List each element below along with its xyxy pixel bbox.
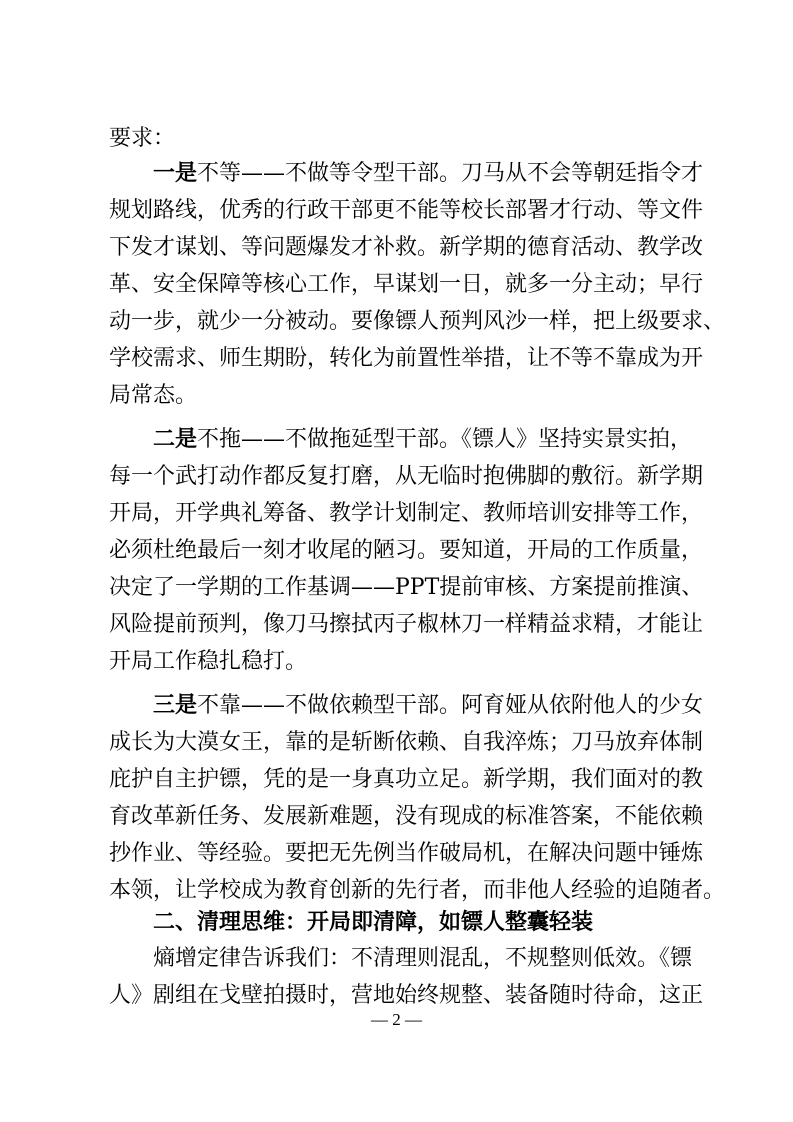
text-line: 规划路线，优秀的行政干部更不能等校长部署才行动、等文件 <box>109 198 704 223</box>
text-line: 决定了一学期的工作基调——PPT提前审核、方案提前推演、 <box>109 575 704 600</box>
text-line: 抄作业、等经验。要把无先例当作破局机，在解决问题中锤炼 <box>109 841 704 866</box>
text-line: 动一步，就少一分被动。要像镖人预判风沙一样，把上级要求、 <box>109 309 726 334</box>
text-line: 要求： <box>109 126 176 151</box>
text-span: 不拖——不做拖延型干部。《镖人》坚持实景实拍， <box>197 427 693 452</box>
text-line: 革、安全保障等核心工作，早谋划一日，就多一分主动；早行 <box>109 272 704 297</box>
text-line: 必须杜绝最后一刻才收尾的陋习。要知道，开局的工作质量， <box>109 538 704 563</box>
text-line: 下发才谋划、等问题爆发才补救。新学期的德育活动、教学改 <box>109 235 704 260</box>
text-line: 每一个武打动作都反复打磨，从无临时抱佛脚的敷衍。新学期 <box>109 464 704 489</box>
text-line: 庇护自主护镖，凭的是一身真功立足。新学期，我们面对的教 <box>109 767 704 792</box>
section-heading: 二、清理思维：开局即清障，如镖人整囊轻装 <box>153 910 594 935</box>
text-line: 育改革新任务、发展新难题，没有现成的标准答案，不能依赖 <box>109 804 704 829</box>
paragraph-lead: 二是 <box>153 427 198 452</box>
page-number: — 2 — <box>371 1010 422 1029</box>
text-line: 风险提前预判，像刀马擦拭丙子椒林刀一样精益求精，才能让 <box>109 612 704 637</box>
text-span: 不靠——不做依赖型干部。阿育娅从依附他人的少女 <box>197 693 704 718</box>
paragraph-lead: 一是 <box>153 161 198 186</box>
text-line: 本领，让学校成为教育创新的先行者，而非他人经验的追随者。 <box>109 878 726 903</box>
paragraph-first-line <box>153 156 704 192</box>
text-span: 不等——不做等令型干部。刀马从不会等朝廷指令才 <box>197 161 704 186</box>
text-line: 开局，开学典礼筹备、教学计划制定、教师培训安排等工作， <box>109 501 704 526</box>
text-line: 人》剧组在戈壁拍摄时，营地始终规整、装备随时待命，这正 <box>109 983 704 1008</box>
text-line: 成长为大漠女王，靠的是斩断依赖、自我淬炼；刀马放弃体制 <box>109 730 704 755</box>
paragraph-lead: 三是 <box>153 693 198 718</box>
text-line: 开局工作稳扎稳打。 <box>109 649 308 674</box>
paragraph-first-line <box>153 688 704 724</box>
paragraph-first-line: 熵增定律告诉我们：不清理则混乱，不规整则低效。《镖 <box>153 946 693 971</box>
paragraph-first-line <box>153 422 693 458</box>
text-line: 局常态。 <box>109 383 198 408</box>
text-line: 学校需求、师生期盼，转化为前置性举措，让不等不靠成为开 <box>109 346 704 371</box>
